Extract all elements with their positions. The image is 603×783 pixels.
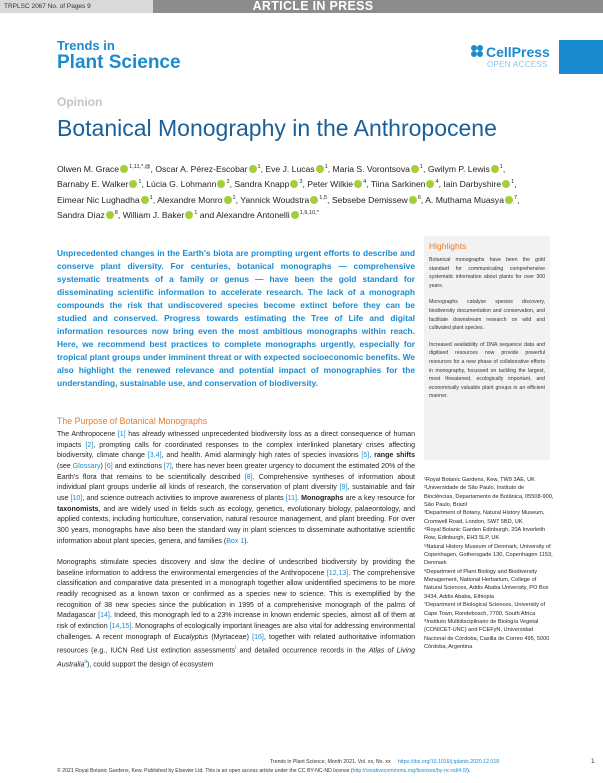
body-paragraph-2 xyxy=(57,558,415,671)
text-run: , together with related authoritative information resources (e.g., IUCN Red List extinction assessments xyxy=(57,633,415,655)
text-run: , prompting calls for coordinated responses to the complex interlinked planetary crises affecting biodiversity, climate change xyxy=(57,441,415,460)
author-affiliation-sup: 3 xyxy=(299,179,303,186)
affiliation: ³Department of Botany, Natural History Museum, Cromwell Road, London, SW7 5BD, UK xyxy=(424,510,545,525)
text-run[interactable]: ii xyxy=(84,659,88,666)
text-run: Eucalyptus xyxy=(173,633,209,641)
highlights-title: Highlights xyxy=(429,241,467,251)
author-name[interactable]: Sandra Knapp xyxy=(234,179,290,190)
affiliation: ⁸Instituto Multidisciplinario de Biología Vegetal (CONICET-UNC) and FCEFyN, Universidad Nacional de Córdoba, Casilla de Correo 495, 5000 Córdoba, Argentina xyxy=(424,618,550,650)
orcid-icon[interactable] xyxy=(120,165,128,173)
copyright-text: © 2021 Royal Botanic Gardens, Kew. Published by Elsevier Ltd. This is an open access article under the CC BY-NC-ND license ( xyxy=(57,768,353,774)
author-name[interactable]: Eimear Nic Lughadha xyxy=(57,194,140,205)
text-run: . Comprehensive syntheses of information about individual plant groups underlie all kinds of research, the conservation of plant diversity xyxy=(57,473,416,492)
author-affiliation-sup: 1,5 xyxy=(319,194,328,201)
highlight-item: Botanical monographs have been the gold standard for communicating comprehensive systematic information about plants for over 300 years. xyxy=(429,257,545,289)
copyright-notice xyxy=(57,768,470,774)
author-affiliation-sup: 1 xyxy=(324,164,328,170)
orcid-icon[interactable] xyxy=(185,211,193,219)
reference-link[interactable]: [1] xyxy=(117,431,126,438)
orcid-icon[interactable] xyxy=(224,196,232,204)
copyright-end: ). xyxy=(467,768,471,774)
text-run: ), could support the design of ecosystem xyxy=(87,661,214,669)
orcid-icon[interactable] xyxy=(310,196,318,204)
journal-name-line2: Plant Science xyxy=(57,52,181,73)
orcid-icon[interactable] xyxy=(491,165,499,173)
text-run: , sustainable and fair use xyxy=(57,484,415,502)
author-name[interactable]: Alexandre Monro xyxy=(157,194,223,205)
author-affiliation-sup: 6 xyxy=(417,194,421,201)
author-name[interactable]: Barnaby E. Walker xyxy=(57,179,129,190)
journal-citation: Trends in Plant Science, Month 2021, Vol. xx, No. xx xyxy=(270,759,391,765)
affiliations xyxy=(424,476,554,651)
orcid-icon[interactable] xyxy=(291,211,299,219)
author-name[interactable]: Alexandre Antonelli xyxy=(216,210,290,221)
highlights-box xyxy=(424,236,550,460)
text-run: Atlas of Living Australia xyxy=(57,647,415,669)
orcid-icon[interactable] xyxy=(354,180,362,188)
author-affiliation-sup: 1 xyxy=(149,194,153,201)
author-name[interactable]: William J. Baker xyxy=(122,210,185,221)
affiliation: ¹Royal Botanic Gardens, Kew, TW9 3AE, UK xyxy=(424,477,535,483)
author-name[interactable]: Tiina Sarkinen xyxy=(370,179,426,190)
authors-and: and xyxy=(197,210,217,221)
doi-link[interactable]: https://doi.org/10.1016/j.tplants.2020.12.018 xyxy=(397,759,500,765)
reference-link[interactable]: [8] xyxy=(244,473,253,481)
author-affiliation-sup: 2 xyxy=(226,179,230,186)
abstract: Unprecedented changes in the Earth's biota are prompting urgent efforts to describe and conserve plant diversity. For centuries, botanical monographs — comprehensive systematic treatments of a family or genus — have been the gold standard for disseminating scientific information to accelerate research. The lack of a monograph compounds the risk that undiscovered species become extinct before they can be studied and conserved. Progress towards estimating the Tree of Life and digital information resources now bring even the most ambitious monographs within reach. Here, we recommend best practices to complete monographs urgently, especially for tropical plant groups under imminent threat or with expected socioeconomic benefits. We also highlight the renewed relevance and potential impact of monographies for the understanding, sustainable use, and conservation of biodiversity. xyxy=(57,248,415,388)
author-affiliation-sup: 1 xyxy=(194,210,198,217)
reference-link[interactable]: [7] xyxy=(163,462,172,470)
author-name[interactable]: Peter Wilkie xyxy=(307,179,354,190)
author-name[interactable]: Sebsebe Demissew xyxy=(331,194,408,205)
text-run: Monographs stimulate species discovery and slow the decline of undescribed biodiversity by providing the baseline information to address the environmental emergencies of the Anthropocene xyxy=(57,559,415,577)
text-run: . The comprehensive classification and comparative data presented in a monograph together allow unidentified specimens to be more readily recognised as a known taxon or confirmed as a species new to science. This is exemplified by the recognition of 38 new species since the publication in 1995 of a comprehensive monograph of the palms of Madagascar xyxy=(57,569,415,620)
footer-citation xyxy=(270,759,600,765)
author-name[interactable]: Sandra Díaz xyxy=(57,210,105,221)
orcid-icon[interactable] xyxy=(411,165,419,173)
orcid-icon[interactable] xyxy=(106,211,114,219)
orcid-icon[interactable] xyxy=(502,180,510,188)
text-run: , there has never been greater urgency to document the estimated 20% of the Earth's flora that remains to be scientifically described xyxy=(57,462,415,481)
orcid-icon[interactable] xyxy=(249,165,257,173)
reference-link[interactable]: [16] xyxy=(252,633,264,641)
author-name[interactable]: Yannick Woudstra xyxy=(240,194,310,205)
author-affiliation-sup: 1,11,*,@ xyxy=(129,164,151,170)
text-run: . Indeed, this monograph led to a 23% increase in known endemic species, almost all of them at risk of extinction xyxy=(57,612,415,630)
reference-link[interactable]: [5] xyxy=(361,452,370,460)
manuscript-ref: TRPLSC 2067 No. of Pages 9 xyxy=(0,0,153,13)
publisher-name: CellPress xyxy=(486,44,550,60)
text-run: (Myrtaceae) xyxy=(208,633,253,641)
author-affiliation-sup: 4 xyxy=(435,179,439,186)
article-type: Opinion xyxy=(57,95,103,109)
glossary-term: range shifts xyxy=(374,452,415,460)
affiliation: ²Universidade de São Paulo, Instituto de Biociências, Departamento de Botânica, 05508-900, São Paulo, Brazil xyxy=(424,485,554,509)
author-list: Olwen M. Grace $^{1,11,*,@}$, Oscar A. Pérez-Escobar $^1$, Eve J. Lucas $^1$, Maria S. Vorontsova $^1$, Gwilym P. Lewis $^1$, Barnaby E. Walker $^1$, Lúcia G. Lohmann $^2$, Sandra Knapp $^3$, Peter Wilkie $^4$, Tiina Sarkinen $^4$, Iain Darbyshire $^1$, Eimear Nic Lughadha $^1$, Alexandre Monro $^1$, Yannick Woudstra $^{1,5}$, Sebsebe Demissew $^6$, A. Muthama Muasya $^7$, Sandra Díaz $^8$, William J. Baker $^1$ and Alexandre Antonelli $^{1,9,10,*}$ xyxy=(57,163,520,221)
reference-link[interactable]: [2] xyxy=(85,441,94,449)
glossary-term: taxonomists xyxy=(57,505,99,513)
orcid-icon[interactable] xyxy=(129,180,137,188)
reference-link[interactable]: Glossary xyxy=(72,462,101,470)
author-name[interactable]: Olwen M. Grace xyxy=(57,163,120,174)
body-paragraph-1 xyxy=(57,430,415,547)
text-run: ) xyxy=(100,462,105,470)
text-run[interactable]: i xyxy=(235,645,237,652)
orcid-icon[interactable] xyxy=(141,196,149,204)
author-name[interactable]: Maria S. Vorontsova xyxy=(332,163,410,174)
reference-link[interactable]: [14] xyxy=(98,612,110,620)
journal-name-line1: Trends in xyxy=(57,38,115,53)
reference-link[interactable]: [14,15] xyxy=(109,622,132,630)
author-affiliation-sup: 7 xyxy=(514,194,518,201)
orcid-icon[interactable] xyxy=(316,165,324,173)
author-affiliation-sup: 1 xyxy=(511,179,515,186)
article-title: Botanical Monography in the Anthropocene xyxy=(57,115,497,141)
author-affiliation-sup: 1 xyxy=(419,164,424,170)
page-number: 1 xyxy=(591,758,595,765)
text-run: (see xyxy=(57,462,73,470)
reference-link[interactable]: [9] xyxy=(339,484,348,492)
reference-link[interactable]: [11] xyxy=(285,494,298,502)
author-affiliation-sup: 4 xyxy=(363,179,367,186)
author-affiliation-sup: 1 xyxy=(232,194,236,201)
author-name[interactable]: Iain Darbyshire xyxy=(443,179,502,190)
affiliation: ⁴Royal Botanic Garden Edinburgh, 20A Inverleith Row, Edinburgh, EH3 5LP, UK xyxy=(424,527,546,542)
text-run: , and health. Amid alarmingly high rates of species invasions xyxy=(161,452,362,460)
cellpress-logo-icon xyxy=(470,44,484,58)
highlight-item: Monographs catalyse species discovery, biodiversity documentation and conservation, and facilitate downstream research on wild and cultivated plant species. xyxy=(429,299,545,332)
text-run: . Monographs of ecologically important lineages are also vital for addressing environmental challenges. A recent monograph of xyxy=(57,622,415,641)
glossary-term: Monographs xyxy=(301,494,344,502)
author-affiliation-sup: 1 xyxy=(257,164,261,170)
text-run: , xyxy=(369,452,375,460)
text-run: and detailed occurrence records in the xyxy=(236,647,369,655)
orcid-icon[interactable] xyxy=(426,180,434,188)
author-affiliation-sup: 1,9,10,* xyxy=(299,210,319,217)
author-name[interactable]: Gwilym P. Lewis xyxy=(427,163,490,174)
reference-link[interactable]: [3,4] xyxy=(147,452,162,460)
license-link[interactable]: http://creativecommons.org/licenses/by-nc-nd/4.0/ xyxy=(352,768,468,774)
article-in-press-banner: ARTICLE IN PRESS xyxy=(153,0,603,13)
author-affiliation-sup: 1 xyxy=(138,179,142,186)
reference-link[interactable]: [12,13] xyxy=(326,569,349,577)
text-run: ). xyxy=(244,537,249,545)
text-run: . xyxy=(297,494,302,502)
section-heading: The Purpose of Botanical Monographs xyxy=(57,416,208,426)
author-name[interactable]: A. Muthama Muasya xyxy=(425,194,505,205)
reference-link[interactable]: Box 1 xyxy=(226,537,245,545)
text-run: and extinctions xyxy=(112,462,164,470)
reference-link[interactable]: [10] xyxy=(70,494,83,502)
page-tab-marker xyxy=(559,40,603,74)
open-access-label: OPEN ACCESS xyxy=(487,60,548,69)
text-run: are a key resource for xyxy=(343,494,416,502)
affiliation: ⁶Department of Plant Biology and Biodiversity Management, National Herbarium, College of Natural Sciences, Addis Ababa University, PO Box 3434, Addis Ababa, Ethiopia xyxy=(424,568,549,600)
author-name[interactable]: Lúcia G. Lohmann xyxy=(146,179,217,190)
orcid-icon[interactable] xyxy=(505,196,513,204)
orcid-icon[interactable] xyxy=(290,180,298,188)
author-name[interactable]: Eve J. Lucas xyxy=(265,163,315,174)
highlight-item: Increased availability of DNA sequence data and digitised resources now provide powerful resources for a new phase of collaborative efforts in monography, focussed on tackling the largest, most threatened, ecologically important, and economically valuable plant groups in an efficient manner. xyxy=(429,341,545,400)
text-run: The Anthropocene xyxy=(57,431,118,438)
text-run: , and science outreach activities to improve awareness of plants xyxy=(82,494,286,502)
reference-link[interactable]: [6] xyxy=(104,462,113,470)
author-affiliation-sup: 1 xyxy=(499,164,503,170)
orcid-icon[interactable] xyxy=(409,196,417,204)
affiliation: ⁷Department of Biological Sciences, University of Cape Town, Rondebosch, 7700, South Africa xyxy=(424,602,546,617)
text-run: , and are widely used in fields such as ecology, genetics, evolutionary biology, palaeontology, and applied contexts, including horticulture, conservation, natural resource management, and plant breeding. For over 300 years, monographs have also been the standard way in plant sciences to disseminate authoritative scientific information about plant species, genera, and families ( xyxy=(57,505,415,545)
author-affiliation-sup: 8 xyxy=(114,210,118,217)
text-run: has already witnessed unprecedented biodiversity loss as a direct consequence of human impacts xyxy=(57,431,415,449)
affiliation: ⁵Natural History Museum of Denmark, University of Copenhagen, Gothersgade 130, Copenhagen 1153, Denmark xyxy=(424,543,553,567)
author-name[interactable]: Oscar A. Pérez-Escobar xyxy=(155,163,248,174)
orcid-icon[interactable] xyxy=(217,180,225,188)
